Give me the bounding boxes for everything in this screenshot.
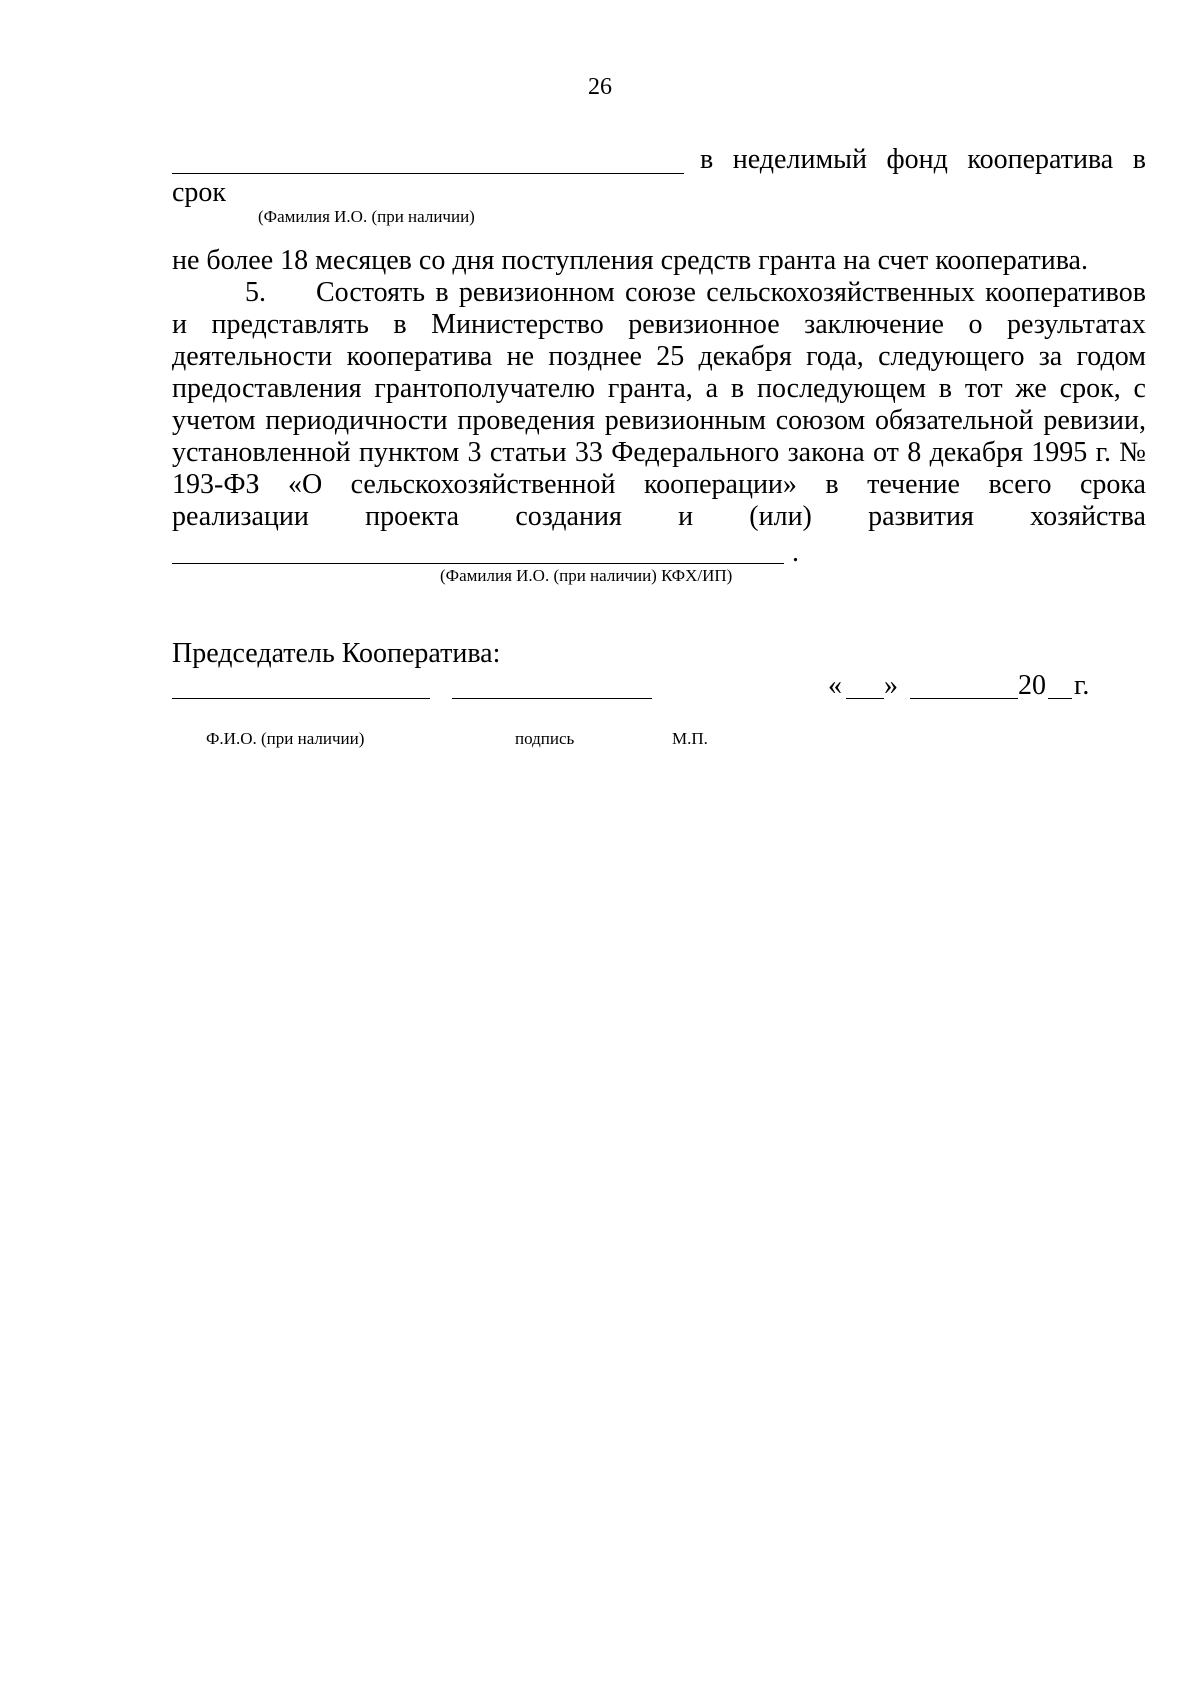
grant-period-line: не более 18 месяцев со дня поступления средств гранта на счет кооператива. <box>172 245 1088 276</box>
item5-line <box>172 373 1146 405</box>
word: кооператива <box>967 144 1114 175</box>
item5-line <box>172 341 1146 373</box>
word: декабря <box>698 341 792 372</box>
caption-signature: подпись <box>515 729 575 748</box>
word: сельскохозяйственной <box>350 469 616 500</box>
word: же <box>1015 373 1047 404</box>
word: кооперации» <box>643 469 797 500</box>
word: представлять <box>211 309 369 340</box>
word: № <box>1119 437 1146 468</box>
name-blank-line-1 <box>172 173 684 174</box>
word: реализации <box>172 501 309 532</box>
word: союзе <box>625 277 696 308</box>
chairman-name-blank <box>172 698 430 699</box>
word: ревизионное <box>628 309 780 340</box>
word: гранта, <box>607 373 693 404</box>
word: пунктом <box>358 437 460 468</box>
word: ревизионным <box>604 405 766 436</box>
word: всего <box>988 469 1052 500</box>
date-year-blank <box>1048 698 1072 699</box>
chairman-signature-blank <box>452 698 652 699</box>
word: последующем <box>756 373 926 404</box>
word: «О <box>287 469 323 500</box>
item5-number: 5. <box>245 277 266 308</box>
word: в <box>1132 144 1146 175</box>
word: Состоять <box>316 277 426 308</box>
word: позднее <box>548 341 642 372</box>
word: в <box>730 373 745 404</box>
date-open-quote: « <box>828 670 842 701</box>
word: г. <box>1095 437 1111 468</box>
word: 193-ФЗ <box>172 469 260 500</box>
word: 33 <box>574 437 603 468</box>
word: в <box>700 144 714 175</box>
word: за <box>1038 341 1063 372</box>
word: закона <box>787 437 865 468</box>
word: срок, <box>1059 373 1121 404</box>
word: течение <box>867 469 960 500</box>
word: хозяйства <box>1030 501 1146 532</box>
word: сельскохозяйственных <box>706 277 975 308</box>
item5-line <box>172 437 1146 469</box>
word: в <box>938 373 953 404</box>
item5-line <box>172 405 1146 437</box>
word: а <box>705 373 719 404</box>
word: проекта <box>365 501 460 532</box>
word: ревизии, <box>1043 405 1146 436</box>
word: в <box>825 469 839 500</box>
item5-line <box>172 501 1146 533</box>
word: срока <box>1079 469 1146 500</box>
date-year-suffix: г. <box>1074 670 1090 701</box>
page-number: 26 <box>588 74 612 100</box>
caption-name-1: (Фамилия И.О. (при наличии) <box>258 207 475 226</box>
period-mark: . <box>792 537 799 568</box>
word: не <box>506 341 535 372</box>
item5-line <box>172 469 1146 501</box>
word: в <box>435 277 449 308</box>
caption-stamp: М.П. <box>672 729 708 748</box>
word: создания <box>515 501 622 532</box>
word: неделимый <box>732 144 867 175</box>
word: обязательной <box>874 405 1034 436</box>
word: заключение <box>804 309 944 340</box>
word: и <box>172 309 187 340</box>
word: деятельности <box>172 341 333 372</box>
word: Министерство <box>431 309 604 340</box>
date-year-prefix: 20 <box>1018 670 1046 701</box>
word: кооператива <box>346 341 493 372</box>
word: кооперативов <box>985 277 1146 308</box>
word: результатах <box>1006 309 1146 340</box>
word: от <box>873 437 899 468</box>
word: статьи <box>489 437 567 468</box>
word: предоставления <box>172 373 362 404</box>
word: 8 <box>907 437 922 468</box>
name-blank-line-2 <box>172 563 784 564</box>
word: следующего <box>878 341 1025 372</box>
item5-line <box>316 277 1146 309</box>
word: установленной <box>172 437 351 468</box>
word: учетом <box>172 405 256 436</box>
word: фонд <box>886 144 948 175</box>
word: года, <box>806 341 864 372</box>
date-day-blank <box>846 698 884 699</box>
date-close-quote: » <box>884 670 898 701</box>
caption-name-2: (Фамилия И.О. (при наличии) КФХ/ИП) <box>440 566 733 585</box>
word: о <box>968 309 983 340</box>
word: с <box>1133 373 1146 404</box>
line1-tail <box>700 144 1146 176</box>
srok-text: срок <box>172 177 227 208</box>
word: 25 <box>656 341 685 372</box>
word: (или) <box>749 501 812 532</box>
date-month-blank <box>910 698 1018 699</box>
word: периодичности <box>265 405 448 436</box>
word: тот <box>964 373 1003 404</box>
item5-line <box>172 309 1146 341</box>
word: развития <box>868 501 974 532</box>
word: 1995 <box>1031 437 1088 468</box>
chairman-label: Председатель Кооператива: <box>172 638 501 669</box>
word: 3 <box>467 437 482 468</box>
word: проведения <box>457 405 595 436</box>
word: в <box>393 309 407 340</box>
word: грантополучателю <box>374 373 596 404</box>
word: годом <box>1076 341 1146 372</box>
word: союзом <box>775 405 866 436</box>
word: Федерального <box>611 437 780 468</box>
word: и <box>678 501 694 532</box>
word: декабря <box>929 437 1023 468</box>
caption-chairman-name: Ф.И.О. (при наличии) <box>206 729 365 748</box>
word: ревизионном <box>458 277 615 308</box>
